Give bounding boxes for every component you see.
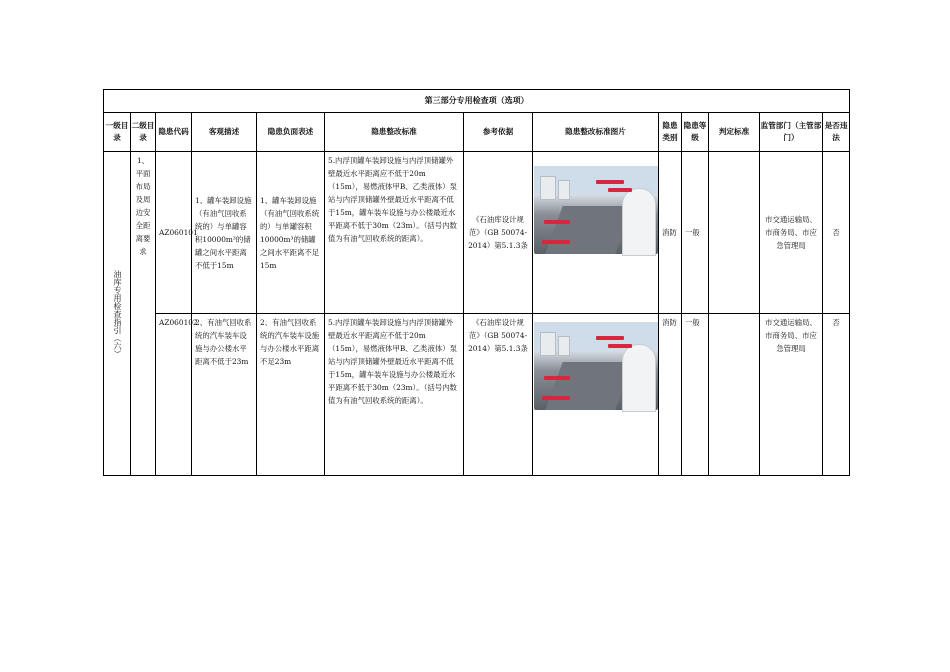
header-objective: 客观描述: [192, 113, 257, 152]
header-regulator: 监管部门（主管部门）: [760, 113, 823, 152]
standard-photo: [534, 322, 658, 410]
level1-text: 油库专用检查指引（六）: [113, 269, 122, 358]
level1-cell: [104, 152, 131, 476]
basis-cell: 《石油库设计规范》（GB 50074-2014）第5.1.3条: [464, 152, 533, 314]
illegal-cell: 否: [823, 314, 850, 476]
table-row: [104, 314, 850, 476]
table-title: 第三部分专用检查项（选项）: [104, 90, 850, 113]
header-basis: 参考依据: [464, 113, 533, 152]
standard-photo: [534, 166, 658, 254]
regulator-cell: 市交通运输局、市商务局、市应急管理局: [760, 314, 823, 476]
table-row: [104, 152, 850, 314]
header-negative: 隐患负面表述: [257, 113, 325, 152]
image-cell: [533, 314, 659, 476]
header-category: 隐患类别: [659, 113, 682, 152]
criteria-cell: [709, 314, 760, 476]
objective-cell: 2、有油气回收系统的汽车装车设施与办公楼水平距离不低于23m: [192, 314, 257, 476]
header-grade: 隐患等级: [682, 113, 709, 152]
image-cell: [533, 152, 659, 314]
grade-cell: 一般: [682, 314, 709, 476]
illegal-cell: 否: [823, 152, 850, 314]
inspection-table: [103, 89, 850, 476]
level2-cell: [131, 152, 156, 476]
header-illegal: 是否违法: [823, 113, 850, 152]
category-cell: 消防: [659, 314, 682, 476]
standard-cell: 5.内浮顶罐车装卸设施与内浮顶储罐外壁最近水平距离应不低于20m（15m），易燃液体甲B、乙类液体）泵站与内浮顶储罐外壁最近水平距离不低于15m，罐车装车设施与办公楼最近水平距离不低于30m（23m）。（括号内数值为有油气回收系统的距离）。: [325, 152, 464, 314]
header-code: 隐患代码: [156, 113, 192, 152]
grade-cell: 一般: [682, 152, 709, 314]
code-cell: AZ060101: [156, 152, 192, 314]
header-level2: 二级目录: [131, 113, 156, 152]
negative-cell: 2、有油气回收系统的汽车装车设施与办公楼水平距离不足23m: [257, 314, 325, 476]
objective-cell: 1、罐车装卸设施（有油气回收系统的）与单罐容积10000m³的储罐之间水平距离不低于15m: [192, 152, 257, 314]
category-cell: 消防: [659, 152, 682, 314]
negative-cell: 1、罐车装卸设施（有油气回收系统的）与单罐容积10000m³的储罐之间水平距离不足15m: [257, 152, 325, 314]
regulator-cell: 市交通运输局、市商务局、市应急管理局: [760, 152, 823, 314]
code-cell: AZ060102: [156, 314, 192, 476]
level2-text: 1、平面布局及周边安全距离要求: [135, 156, 151, 256]
basis-cell: 《石油库设计规范》（GB 50074-2014）第5.1.3条: [464, 314, 533, 476]
header-criteria: 判定标准: [709, 113, 760, 152]
header-level1: 一级目录: [104, 113, 131, 152]
header-image: 隐患整改标准图片: [533, 113, 659, 152]
standard-cell: 5.内浮顶罐车装卸设施与内浮顶储罐外壁最近水平距离应不低于20m（15m），易燃液体甲B、乙类液体）泵站与内浮顶储罐外壁最近水平距离不低于15m，罐车装车设施与办公楼最近水平距离不低于30m（23m）。（括号内数值为有油气回收系统的距离）。: [325, 314, 464, 476]
criteria-cell: [709, 152, 760, 314]
header-standard: 隐患整改标准: [325, 113, 464, 152]
